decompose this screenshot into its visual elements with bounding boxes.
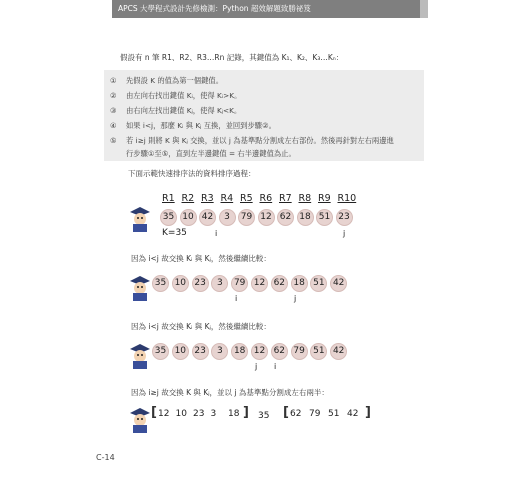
value-cell: 12 [158, 409, 170, 419]
value-cell: 79 [291, 343, 308, 360]
intro-text: 假設有 n 筆 R1、R2、R3…Rn 記錄，其鍵值為 K₁、K₂、K₃…Kₙ： [120, 53, 344, 62]
value-cell: 18 [228, 409, 240, 419]
record-label: R6 [259, 193, 273, 204]
step-3: ③ 由右向左找出鍵值 Kⱼ，使得 Kⱼ<K。 [110, 106, 242, 115]
value-cell: 10 [180, 209, 197, 226]
record-label: R1 [162, 193, 175, 204]
record-label: R9 [318, 193, 331, 204]
value-cell: 23 [192, 275, 209, 292]
value-cell: 18 [297, 209, 314, 226]
left-bracket-open: [ [151, 405, 157, 420]
value-cell: 62 [277, 209, 294, 226]
value-cell: 35 [152, 343, 169, 360]
record-label: R5 [240, 193, 253, 204]
caption-4: 因為 i≥j 故交換 K 與 Kⱼ，並以 j 為基準點分割成左右兩半： [131, 388, 329, 397]
value-cell: 51 [328, 409, 340, 419]
left-bracket-close: ] [243, 405, 249, 420]
teacher-icon [128, 343, 152, 369]
pointer-i-3: i [274, 362, 277, 371]
pointer-i-1: i [215, 229, 218, 238]
value-cell: 18 [291, 275, 308, 292]
header-tab [420, 0, 428, 18]
value-cell: 23 [193, 409, 205, 419]
value-cell: 3 [211, 343, 228, 360]
pointer-j-2: j [294, 294, 297, 303]
value-cell: 62 [290, 409, 302, 419]
step-1: ① 先假設 K 的值為第一個鍵值。 [110, 76, 223, 85]
value-cell: 42 [330, 343, 347, 360]
value-cell: 10 [172, 343, 189, 360]
value-cell: 35 [160, 209, 177, 226]
pointer-j-1: j [343, 229, 346, 238]
teacher-icon [128, 275, 152, 301]
value-cell: 10 [175, 409, 187, 419]
steps-box [104, 70, 424, 161]
value-cell: 42 [347, 409, 359, 419]
teacher-icon [128, 407, 152, 433]
value-cell: 79 [231, 275, 248, 292]
step-5: ⑤ 若 i≥j 則將 K 與 Kⱼ 交換，並以 j 為基準點分割成左右部份。然後再針對左右兩邊進 [110, 136, 394, 145]
value-cell: 3 [219, 209, 236, 226]
value-cell: 23 [192, 343, 209, 360]
pointer-j-3: j [255, 362, 258, 371]
step-4: ④ 如果 i<j，那麼 Kᵢ 與 Kⱼ 互換，並回到步驟②。 [110, 121, 276, 130]
record-label: R10 [337, 193, 357, 204]
k-label: K=35 [162, 228, 187, 238]
value-cell: 23 [336, 209, 353, 226]
caption-2: 因為 i<j 故交換 Kᵢ 與 Kⱼ，然後繼續比較： [131, 254, 271, 263]
pivot-value: 35 [258, 411, 270, 421]
right-bracket-close: ] [365, 405, 371, 420]
value-cell: 12 [258, 209, 275, 226]
header-title: APCS 大學程式設計先修檢測：Python 超效解題致勝祕笈 [112, 0, 428, 18]
value-cell: 51 [310, 275, 327, 292]
value-cell: 12 [251, 275, 268, 292]
demo-title: 下面示範快速排序法的資料排序過程： [128, 169, 256, 178]
value-cell: 42 [330, 275, 347, 292]
record-label: R4 [220, 193, 234, 204]
value-cell: 62 [271, 343, 288, 360]
pointer-i-2: i [235, 294, 238, 303]
value-cell: 18 [231, 343, 248, 360]
caption-3: 因為 i<j 故交換 Kᵢ 與 Kⱼ，然後繼續比較： [131, 322, 271, 331]
record-label: R8 [298, 193, 312, 204]
record-label: R3 [201, 193, 214, 204]
step-5-cont: 行步驟①至⑤，直到左半邊鍵值 = 右半邊鍵值為止。 [126, 149, 296, 158]
value-cell: 79 [309, 409, 321, 419]
step-2: ② 由左向右找出鍵值 Kᵢ，使得 Kᵢ>K。 [110, 91, 242, 100]
value-cell: 42 [199, 209, 216, 226]
value-cell: 35 [152, 275, 169, 292]
teacher-icon [128, 206, 152, 232]
value-cell: 51 [316, 209, 333, 226]
value-cell: 12 [251, 343, 268, 360]
value-cell: 3 [210, 409, 217, 419]
page-number: C-14 [96, 453, 115, 462]
record-label: R7 [279, 193, 292, 204]
value-cell: 51 [310, 343, 327, 360]
value-cell: 62 [271, 275, 288, 292]
value-cell: 10 [172, 275, 189, 292]
value-cell: 79 [238, 209, 255, 226]
right-bracket-open: [ [283, 405, 289, 420]
value-cell: 3 [211, 275, 228, 292]
record-label: R2 [181, 193, 195, 204]
